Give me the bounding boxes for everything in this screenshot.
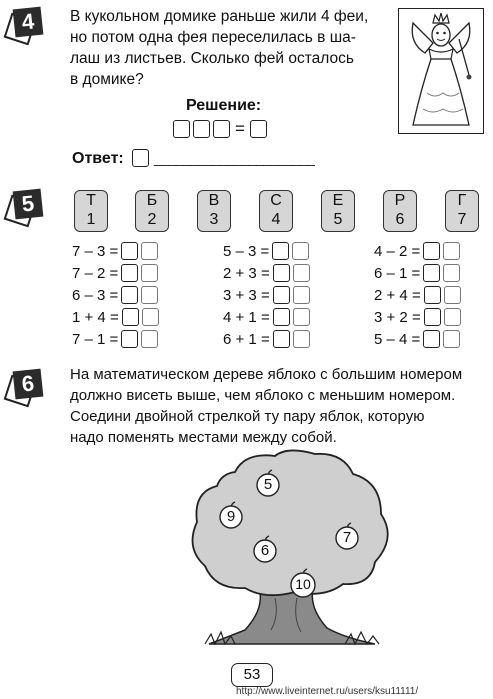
equation-row (223, 284, 310, 306)
apple-number: 6 (260, 542, 270, 559)
answer-box[interactable] (423, 264, 440, 282)
apple[interactable] (255, 469, 281, 497)
tree-illustration (175, 448, 415, 658)
letter-box[interactable] (293, 330, 310, 348)
equation-row (223, 240, 310, 262)
equation-row (374, 328, 461, 350)
equation-row (223, 262, 310, 284)
task-4-badge (14, 8, 44, 38)
answer-box[interactable] (424, 286, 441, 304)
answer-box[interactable] (423, 330, 440, 348)
equation: 1 + 4 = (72, 308, 119, 326)
apple[interactable] (252, 535, 278, 563)
task-6-text (70, 364, 482, 448)
answer-box[interactable] (273, 264, 290, 282)
equation-row (374, 240, 461, 262)
tree-drawing (175, 448, 415, 658)
letter-box[interactable] (293, 308, 310, 326)
task-4-line: но потом одна фея переселилась в ша- (70, 29, 356, 46)
letter-box[interactable] (141, 242, 158, 260)
solution-equation (173, 119, 267, 139)
answer-box[interactable] (122, 308, 139, 326)
task-6-badge (14, 370, 44, 400)
letter-box[interactable] (293, 286, 310, 304)
answer-box[interactable] (423, 242, 440, 260)
equation-row (374, 284, 461, 306)
letter-tile (321, 190, 355, 232)
fairy-illustration (398, 8, 484, 134)
solution-label: Решение: (186, 97, 262, 114)
letter-tile (383, 190, 417, 232)
apple-number: 9 (226, 508, 236, 525)
tile-number: 5 (333, 211, 343, 228)
task-6-line: должно висеть выше, чем яблоко с меньшим номером. (70, 387, 456, 404)
letter-tile (74, 190, 108, 232)
apple[interactable] (334, 522, 360, 550)
equation: 7 – 1 = (72, 330, 119, 348)
answer-line[interactable]: ______________________ (154, 150, 315, 166)
answer-box[interactable] (132, 149, 149, 167)
equation: 3 + 2 = (374, 308, 421, 326)
answer-box[interactable] (121, 330, 138, 348)
answer-box[interactable] (272, 242, 289, 260)
equation: 6 – 3 = (72, 286, 119, 304)
equation-row (223, 328, 310, 350)
tile-letter: Г (457, 192, 467, 209)
equation-column (374, 240, 461, 350)
equation-column (72, 240, 159, 350)
letter-tile (197, 190, 231, 232)
solution-box[interactable] (250, 120, 267, 138)
letter-box[interactable] (443, 242, 460, 260)
task-6-line: На математическом дереве яблоко с большим номером (70, 366, 463, 383)
tile-number: 1 (86, 211, 96, 228)
equation: 4 + 1 = (223, 308, 270, 326)
task-6-number: 6 (13, 369, 44, 400)
tile-letter: В (208, 192, 220, 209)
equation-row (374, 306, 461, 328)
letter-box[interactable] (443, 264, 460, 282)
equation: 2 + 3 = (223, 264, 270, 282)
letter-tile (445, 190, 479, 232)
solution-equals: = (235, 119, 245, 138)
letter-box[interactable] (141, 286, 158, 304)
equation: 6 + 1 = (223, 330, 270, 348)
task-6-line: надо поменять местами между собой. (70, 429, 337, 446)
tile-number: 4 (271, 211, 281, 228)
task-4-line: В кукольном домике раньше жили 4 феи, (70, 8, 369, 25)
tile-number: 6 (395, 211, 405, 228)
letter-box[interactable] (444, 286, 461, 304)
equation-column (223, 240, 310, 350)
task-4-line: лаш из листьев. Сколько фей осталось (70, 50, 354, 67)
letter-box[interactable] (443, 330, 460, 348)
fairy-drawing (399, 9, 483, 133)
solution-box[interactable] (193, 120, 210, 138)
tile-number: 3 (209, 211, 219, 228)
apple-number: 5 (263, 476, 273, 493)
task-4-number: 4 (13, 7, 44, 38)
answer-box[interactable] (273, 286, 290, 304)
equation-row (72, 284, 159, 306)
letter-box[interactable] (293, 264, 310, 282)
equation-row (72, 262, 159, 284)
equation: 7 – 3 = (72, 242, 119, 260)
letter-box[interactable] (141, 330, 158, 348)
task-4-text (70, 6, 390, 90)
answer-label: Ответ: (72, 150, 124, 167)
task-6-line: Соедини двойной стрелкой ту пару яблок, которую (70, 408, 425, 425)
answer-box[interactable] (273, 330, 290, 348)
task-5-badge (14, 190, 44, 220)
equation: 3 + 3 = (223, 286, 270, 304)
letter-tile (259, 190, 293, 232)
equation-row (374, 262, 461, 284)
tile-letter: Р (394, 192, 406, 209)
equation-row (72, 306, 159, 328)
equation: 2 + 4 = (374, 286, 421, 304)
letter-box[interactable] (444, 308, 461, 326)
equation-row (72, 328, 159, 350)
tile-number: 2 (147, 211, 157, 228)
solution-box[interactable] (213, 120, 230, 138)
equation: 5 – 3 = (223, 242, 270, 260)
tile-letter: Т (86, 192, 96, 209)
answer-box[interactable] (273, 308, 290, 326)
answer-box[interactable] (121, 264, 138, 282)
task-4-line: в домике? (70, 71, 144, 88)
apple-number: 10 (295, 576, 311, 592)
letter-tile (135, 190, 169, 232)
apple[interactable] (218, 501, 244, 529)
tile-letter: С (270, 192, 282, 209)
letter-box[interactable] (141, 264, 158, 282)
apple-number: 7 (342, 529, 352, 546)
equation-row (72, 240, 159, 262)
solution-box[interactable] (173, 120, 190, 138)
answer-box[interactable] (121, 286, 138, 304)
page-number: 53 (231, 663, 273, 687)
answer-box[interactable] (121, 242, 138, 260)
task-5-number: 5 (13, 189, 44, 220)
source-url[interactable]: http://www.liveinternet.ru/users/ksu11111/ (236, 686, 419, 697)
tile-letter: Б (146, 192, 158, 209)
equation: 7 – 2 = (72, 264, 119, 282)
equation-row (223, 306, 310, 328)
equation: 6 – 1 = (374, 264, 421, 282)
tile-letter: Е (332, 192, 344, 209)
equation: 4 – 2 = (374, 242, 421, 260)
equation: 5 – 4 = (374, 330, 421, 348)
letter-box[interactable] (292, 242, 309, 260)
apple[interactable] (289, 568, 317, 598)
letter-box[interactable] (142, 308, 159, 326)
tile-number: 7 (457, 211, 467, 228)
answer-box[interactable] (424, 308, 441, 326)
